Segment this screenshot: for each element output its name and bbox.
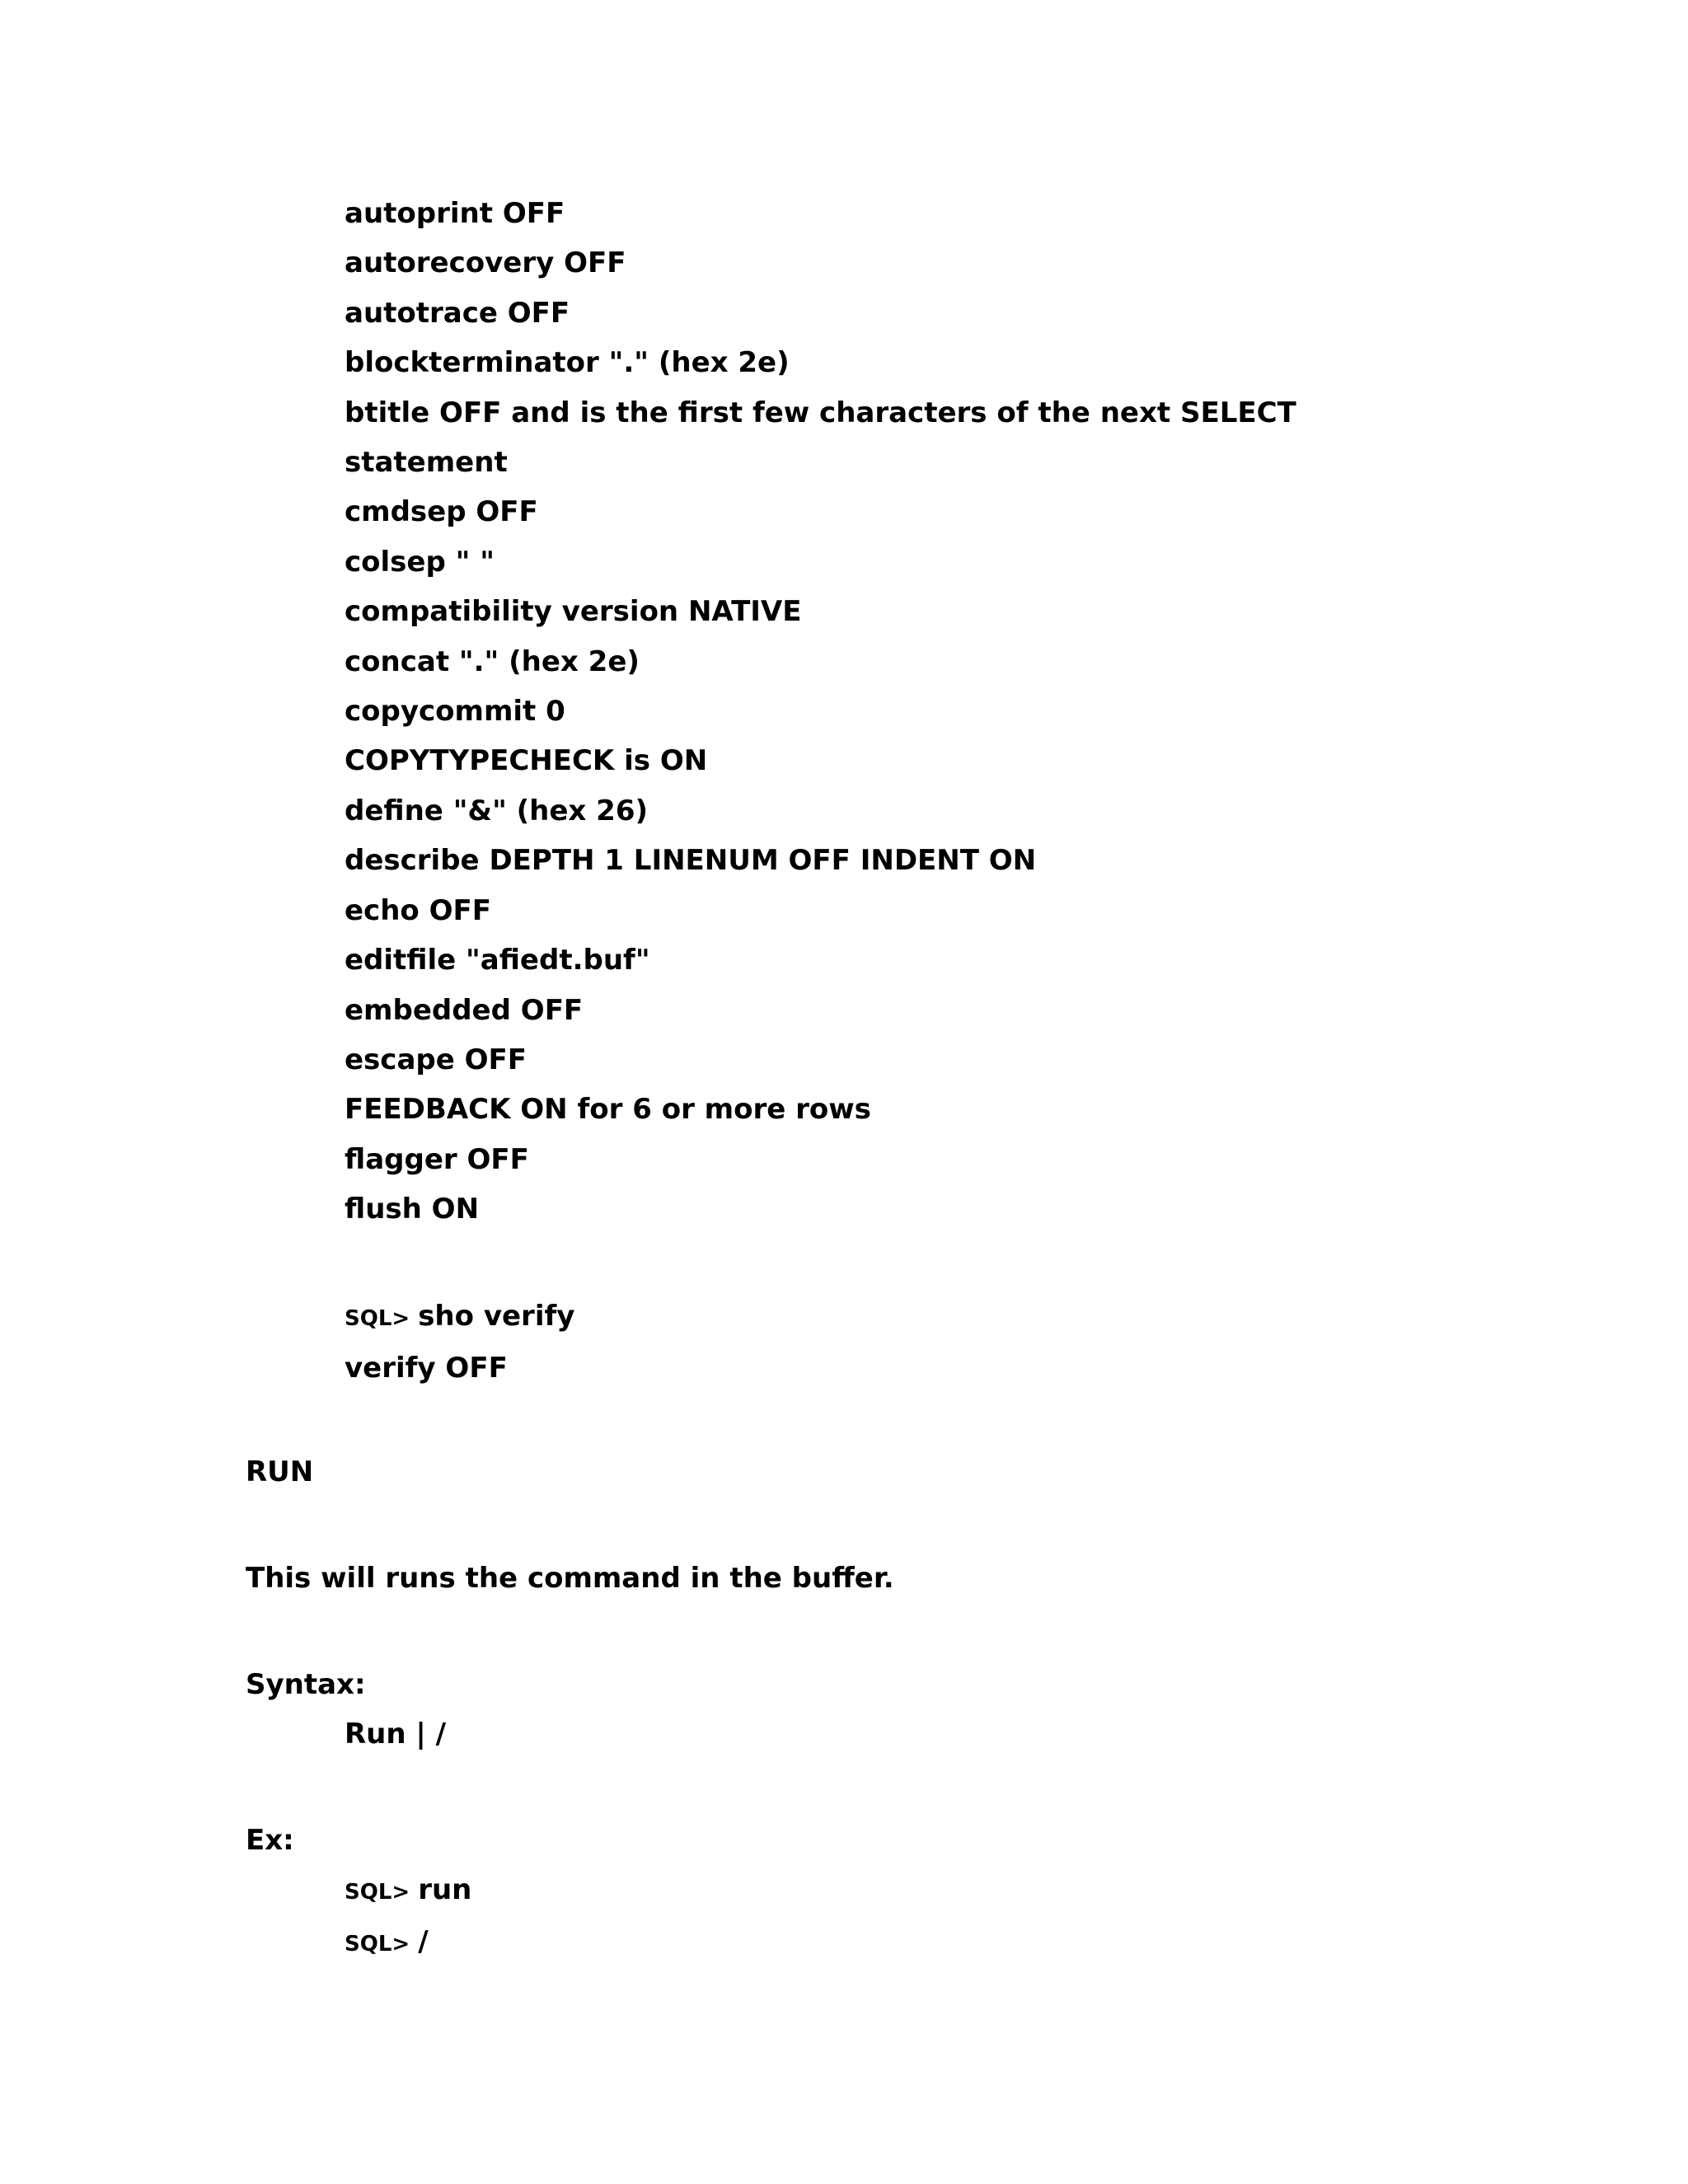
run-heading-block bbox=[246, 1447, 313, 1497]
example-block bbox=[345, 1865, 471, 1970]
section-heading: RUN bbox=[246, 1455, 314, 1488]
settings-line: flush ON bbox=[345, 1193, 480, 1226]
settings-line: flagger OFF bbox=[345, 1142, 529, 1176]
example-label: Ex: bbox=[246, 1824, 294, 1857]
sql-prompt: SQL> bbox=[345, 1932, 410, 1957]
settings-line: define "&" (hex 26) bbox=[345, 794, 649, 827]
settings-line: concat "." (hex 2e) bbox=[345, 644, 640, 678]
section-description: This will runs the command in the buffer. bbox=[246, 1562, 894, 1595]
settings-line: cmdsep OFF bbox=[345, 495, 538, 529]
sql-command-line bbox=[345, 1865, 471, 1917]
sql-command-line bbox=[345, 1917, 471, 1969]
settings-line: embedded OFF bbox=[345, 993, 584, 1027]
sql-prompt: SQL> bbox=[345, 1880, 410, 1905]
settings-list bbox=[345, 189, 1296, 1235]
settings-line: autotrace OFF bbox=[345, 296, 570, 330]
settings-line: echo OFF bbox=[345, 893, 491, 927]
settings-line: colsep " " bbox=[345, 545, 495, 579]
verify-example bbox=[345, 1291, 574, 1394]
settings-line: autoprint OFF bbox=[345, 197, 565, 230]
sql-command: sho verify bbox=[418, 1300, 575, 1333]
settings-line: btitle OFF and is the first few characters of the next SELECT bbox=[345, 396, 1296, 429]
settings-line: autorecovery OFF bbox=[345, 246, 626, 280]
sql-command: / bbox=[418, 1925, 429, 1959]
syntax-label: Syntax: bbox=[246, 1668, 366, 1701]
settings-line: COPYTYPECHECK is ON bbox=[345, 744, 708, 778]
syntax-text: Run | / bbox=[345, 1718, 447, 1750]
settings-line: blockterminator "." (hex 2e) bbox=[345, 346, 790, 380]
sql-command: run bbox=[418, 1873, 472, 1906]
settings-line: describe DEPTH 1 LINENUM OFF INDENT ON bbox=[345, 844, 1037, 878]
settings-line: copycommit 0 bbox=[345, 695, 565, 729]
syntax-label-block bbox=[246, 1660, 366, 1709]
settings-line: FEEDBACK ON for 6 or more rows bbox=[345, 1093, 871, 1127]
settings-line: statement bbox=[345, 446, 508, 480]
settings-line: escape OFF bbox=[345, 1043, 527, 1076]
sql-prompt: SQL> bbox=[345, 1306, 410, 1331]
sql-command-line bbox=[345, 1291, 574, 1343]
run-description-block bbox=[246, 1554, 894, 1603]
settings-line: compatibility version NATIVE bbox=[345, 595, 802, 629]
syntax-block bbox=[345, 1709, 446, 1759]
example-label-block bbox=[246, 1816, 294, 1865]
sql-output-line: verify OFF bbox=[345, 1352, 508, 1385]
settings-line: editfile "afiedt.buf" bbox=[345, 944, 650, 977]
